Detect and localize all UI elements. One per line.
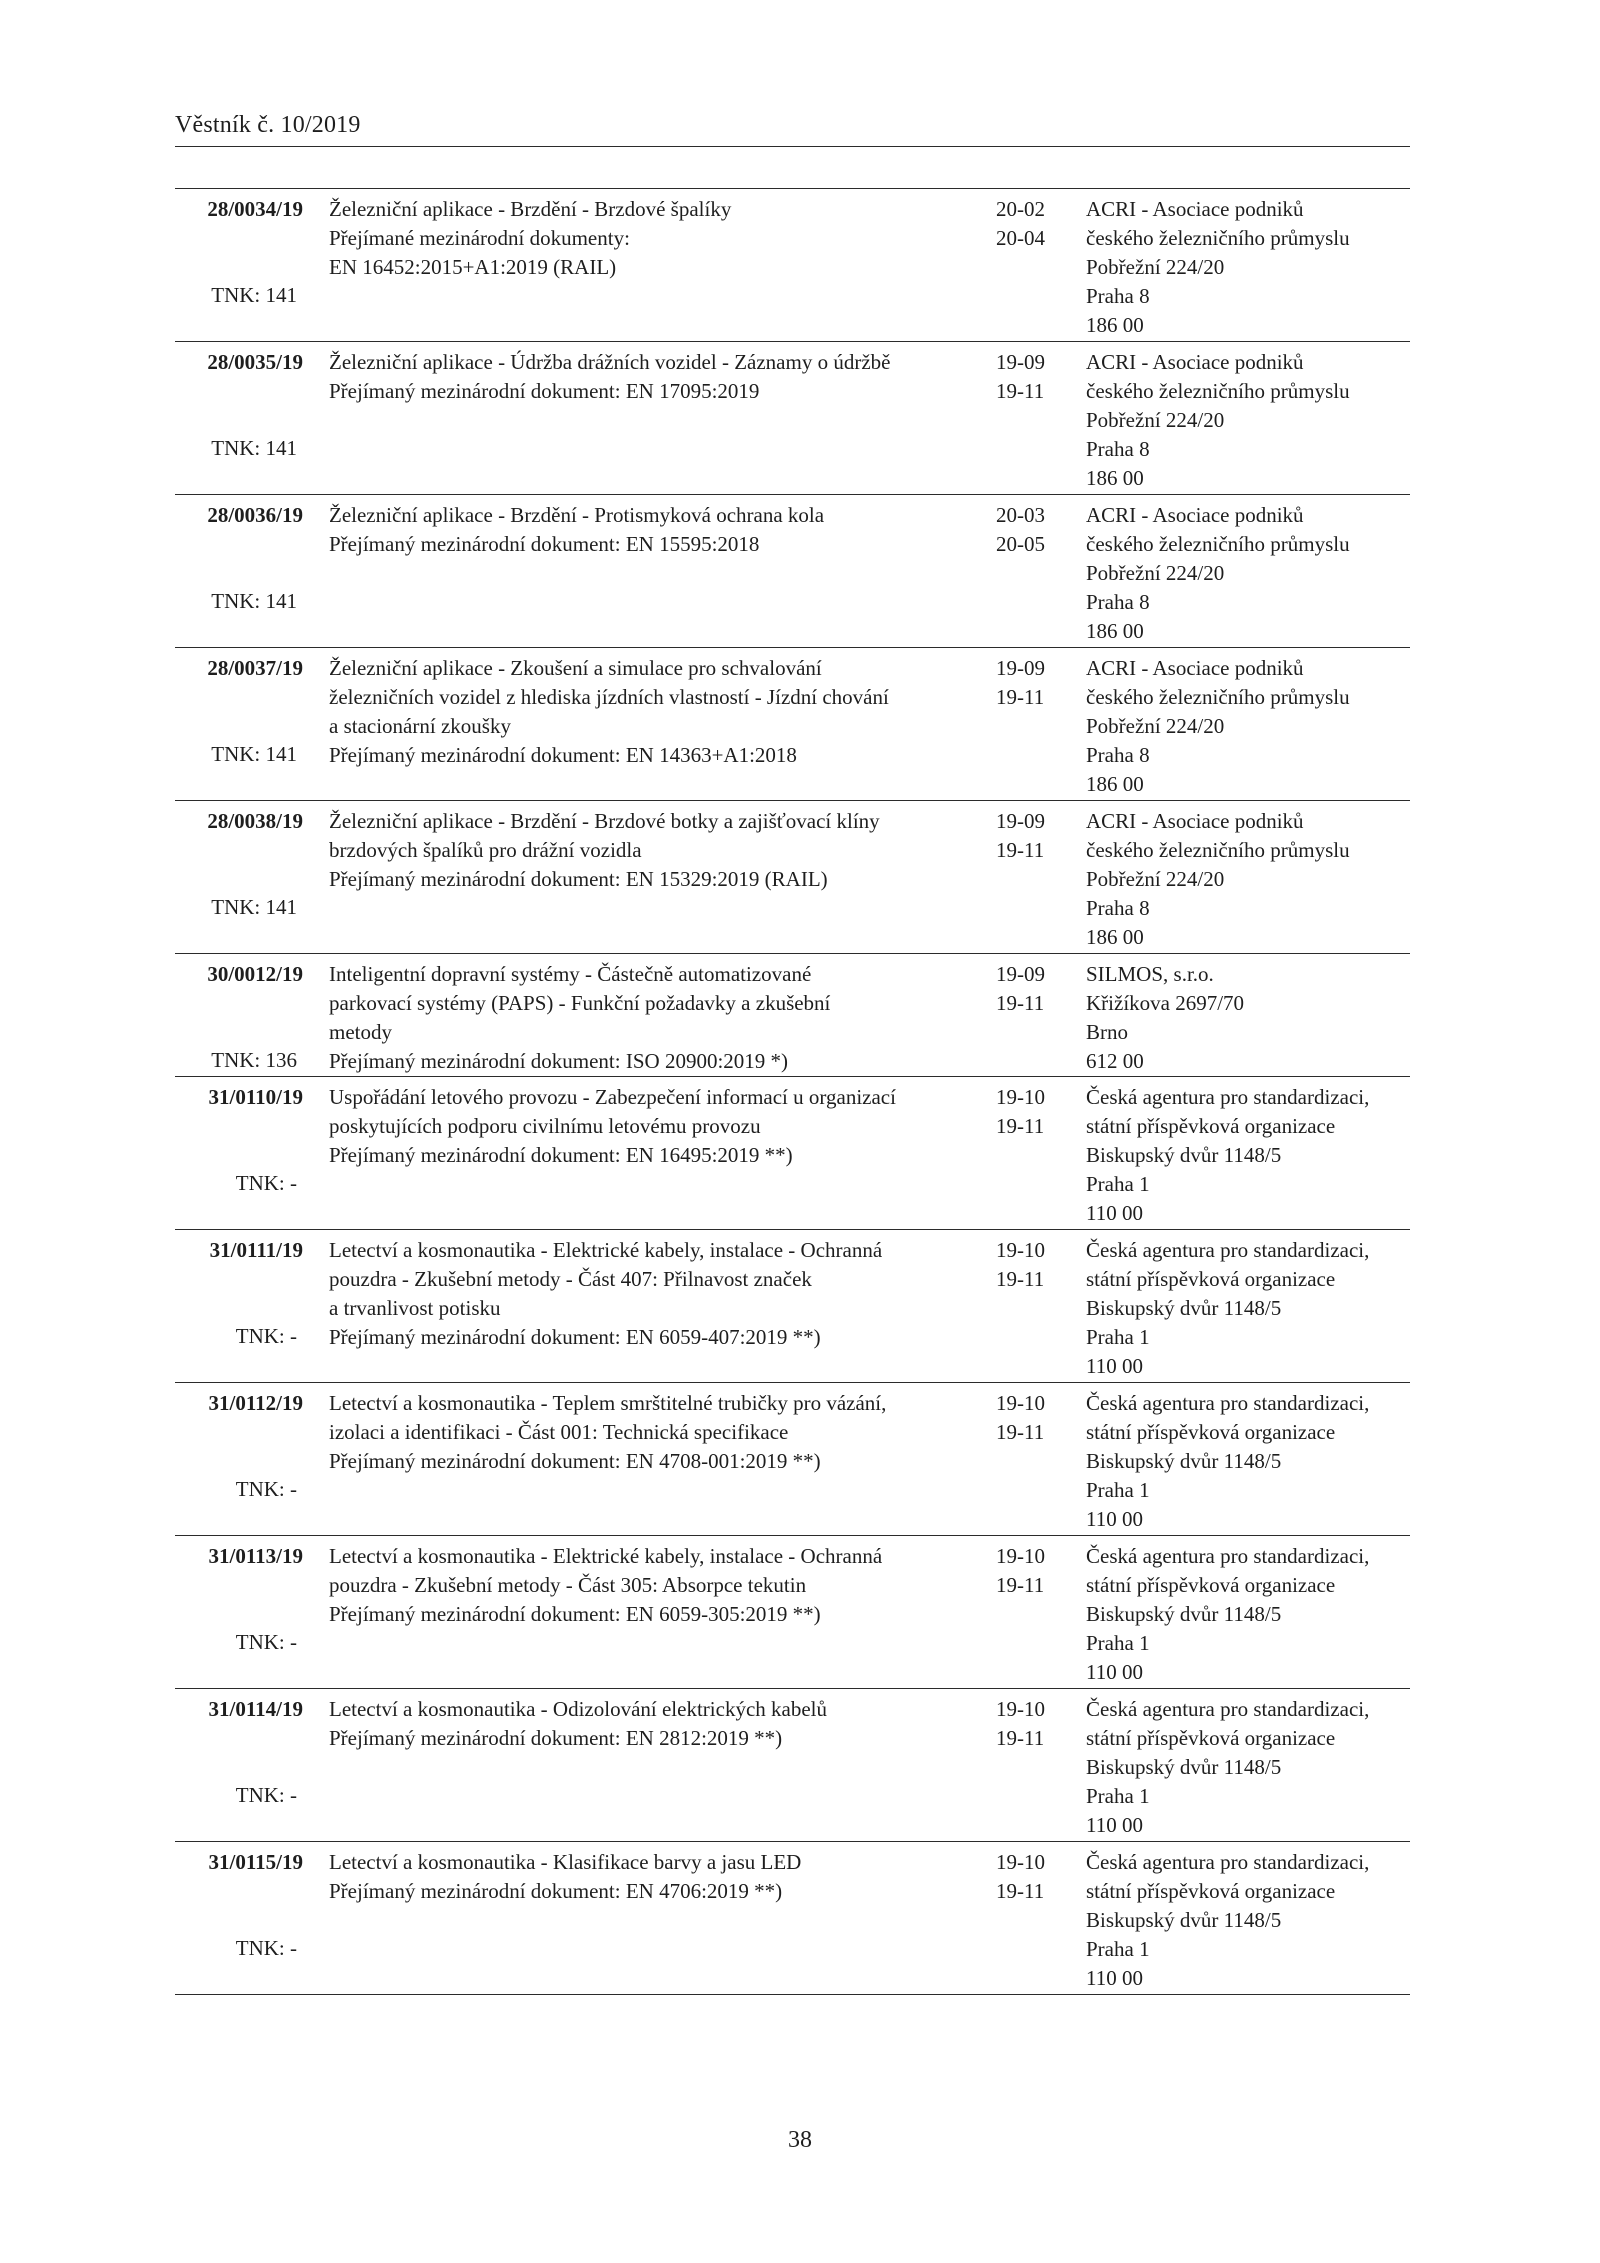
- entry-code: 31/0110/19: [208, 1085, 303, 1109]
- entry-dates: 19-10 19-11: [996, 1238, 1045, 1291]
- entry-organization: SILMOS, s.r.o. Křižíkova 2697/70 Brno 612 00: [1086, 962, 1245, 1073]
- entry-title: Letectví a kosmonautika - Elektrické kabely, instalace - Ochranná pouzdra - Zkušební metody - Část 407: Přilnavost značek a trvanlivost potisku Přejímaný mezinárodní dokument: EN 6059-407:2019 **): [329, 1238, 883, 1349]
- entry-tnk: TNK: 141: [211, 436, 297, 460]
- entry-title: Železniční aplikace - Brzdění - Brzdové špalíky Přejímané mezinárodní dokumenty: EN 16452:2015+A1:2019 (RAIL): [329, 197, 732, 279]
- entry-dates: 19-09 19-11: [996, 809, 1045, 862]
- entry-title: Letectví a kosmonautika - Odizolování elektrických kabelů Přejímaný mezinárodní dokument: EN 2812:2019 **): [329, 1697, 827, 1750]
- table-row: [175, 1230, 1410, 1383]
- table-row: [175, 1383, 1410, 1536]
- entry-code: 31/0111/19: [209, 1238, 303, 1262]
- entry-dates: 19-10 19-11: [996, 1697, 1045, 1750]
- table-row: [175, 495, 1410, 648]
- entry-organization: ACRI - Asociace podniků českého železničního průmyslu Pobřežní 224/20 Praha 8 186 00: [1086, 503, 1350, 643]
- entry-tnk: TNK: 141: [211, 283, 297, 307]
- entry-code: 28/0038/19: [207, 809, 303, 833]
- entry-dates: 20-02 20-04: [996, 197, 1045, 250]
- entry-title: Železniční aplikace - Údržba drážních vozidel - Záznamy o údržbě Přejímaný mezinárodní dokument: EN 17095:2019: [329, 350, 891, 403]
- entry-organization: ACRI - Asociace podniků českého železničního průmyslu Pobřežní 224/20 Praha 8 186 00: [1086, 809, 1350, 949]
- entry-tnk: TNK: -: [235, 1477, 297, 1501]
- table-row: [175, 1842, 1410, 1995]
- entry-dates: 19-09 19-11: [996, 656, 1045, 709]
- entry-tnk: TNK: -: [235, 1630, 297, 1654]
- entry-tnk: TNK: -: [235, 1324, 297, 1348]
- table-row: [175, 342, 1410, 495]
- entry-dates: 19-10 19-11: [996, 1391, 1045, 1444]
- entry-tnk: TNK: 141: [211, 742, 297, 766]
- entry-dates: 19-09 19-11: [996, 350, 1045, 403]
- entry-title: Uspořádání letového provozu - Zabezpečení informací u organizací poskytujících podporu civilnímu letovému provozu Přejímaný mezinárodní dokument: EN 16495:2019 **): [329, 1085, 896, 1167]
- entry-tnk: TNK: -: [235, 1783, 297, 1807]
- entry-title: Letectví a kosmonautika - Elektrické kabely, instalace - Ochranná pouzdra - Zkušební metody - Část 305: Absorpce tekutin Přejímaný mezinárodní dokument: EN 6059-305:2019 **): [329, 1544, 883, 1626]
- entry-organization: Česká agentura pro standardizaci, státní příspěvková organizace Biskupský dvůr 1148/5 Praha 1 110 00: [1086, 1238, 1370, 1378]
- standards-table: [175, 188, 1410, 1995]
- entry-organization: Česká agentura pro standardizaci, státní příspěvková organizace Biskupský dvůr 1148/5 Praha 1 110 00: [1086, 1391, 1370, 1531]
- table-row: [175, 1077, 1410, 1230]
- entry-tnk: TNK: -: [235, 1171, 297, 1195]
- entry-dates: 19-10 19-11: [996, 1085, 1045, 1138]
- entry-dates: 19-09 19-11: [996, 962, 1045, 1015]
- entry-organization: ACRI - Asociace podniků českého železničního průmyslu Pobřežní 224/20 Praha 8 186 00: [1086, 197, 1350, 337]
- entry-code: 28/0034/19: [207, 197, 303, 221]
- entry-title: Železniční aplikace - Brzdění - Brzdové botky a zajišťovací klíny brzdových špalíků pro drážní vozidla Přejímaný mezinárodní dokument: EN 15329:2019 (RAIL): [329, 809, 880, 891]
- entry-title: Letectví a kosmonautika - Klasifikace barvy a jasu LED Přejímaný mezinárodní dokument: EN 4706:2019 **): [329, 1850, 802, 1903]
- entry-code: 31/0115/19: [208, 1850, 303, 1874]
- entry-dates: 19-10 19-11: [996, 1544, 1045, 1597]
- entry-code: 28/0037/19: [207, 656, 303, 680]
- entry-organization: Česká agentura pro standardizaci, státní příspěvková organizace Biskupský dvůr 1148/5 Praha 1 110 00: [1086, 1850, 1370, 1990]
- table-row: [175, 1689, 1410, 1842]
- entry-code: 28/0035/19: [207, 350, 303, 374]
- entry-title: Inteligentní dopravní systémy - Částečně automatizované parkovací systémy (PAPS) - Funkční požadavky a zkušební metody Přejímaný mezinárodní dokument: ISO 20900:2019 *): [329, 962, 831, 1073]
- entry-tnk: TNK: 141: [211, 895, 297, 919]
- entry-organization: ACRI - Asociace podniků českého železničního průmyslu Pobřežní 224/20 Praha 8 186 00: [1086, 350, 1350, 490]
- entry-title: Železniční aplikace - Zkoušení a simulace pro schvalování železničních vozidel z hlediska jízdních vlastností - Jízdní chování a stacionární zkoušky Přejímaný mezinárodní dokument: EN 14363+A1:2018: [329, 656, 889, 767]
- entry-organization: Česká agentura pro standardizaci, státní příspěvková organizace Biskupský dvůr 1148/5 Praha 1 110 00: [1086, 1544, 1370, 1684]
- entry-code: 31/0112/19: [208, 1391, 303, 1415]
- table-row: [175, 1536, 1410, 1689]
- entry-tnk: TNK: 141: [211, 589, 297, 613]
- entry-organization: Česká agentura pro standardizaci, státní příspěvková organizace Biskupský dvůr 1148/5 Praha 1 110 00: [1086, 1697, 1370, 1837]
- entry-code: 31/0114/19: [208, 1697, 303, 1721]
- page-header: [175, 112, 1410, 147]
- entry-title: Letectví a kosmonautika - Teplem smrštitelné trubičky pro vázání, izolaci a identifikaci - Část 001: Technická specifikace Přejímaný mezinárodní dokument: EN 4708-001:2019 **): [329, 1391, 887, 1473]
- entry-code: 31/0113/19: [208, 1544, 303, 1568]
- table-row: [175, 801, 1410, 954]
- entry-dates: 20-03 20-05: [996, 503, 1045, 556]
- table-row: [175, 954, 1410, 1077]
- table-row: [175, 648, 1410, 801]
- entry-tnk: TNK: -: [235, 1936, 297, 1960]
- entry-code: 30/0012/19: [207, 962, 303, 986]
- table-row: [175, 189, 1410, 342]
- page-number: 38: [788, 2127, 812, 2153]
- entry-title: Železniční aplikace - Brzdění - Protismyková ochrana kola Přejímaný mezinárodní dokument: EN 15595:2018: [329, 503, 825, 556]
- entry-tnk: TNK: 136: [211, 1048, 297, 1072]
- entry-dates: 19-10 19-11: [996, 1850, 1045, 1903]
- entry-organization: ACRI - Asociace podniků českého železničního průmyslu Pobřežní 224/20 Praha 8 186 00: [1086, 656, 1350, 796]
- entry-organization: Česká agentura pro standardizaci, státní příspěvková organizace Biskupský dvůr 1148/5 Praha 1 110 00: [1086, 1085, 1370, 1225]
- entry-code: 28/0036/19: [207, 503, 303, 527]
- bulletin-title: Věstník č. 10/2019: [175, 112, 361, 138]
